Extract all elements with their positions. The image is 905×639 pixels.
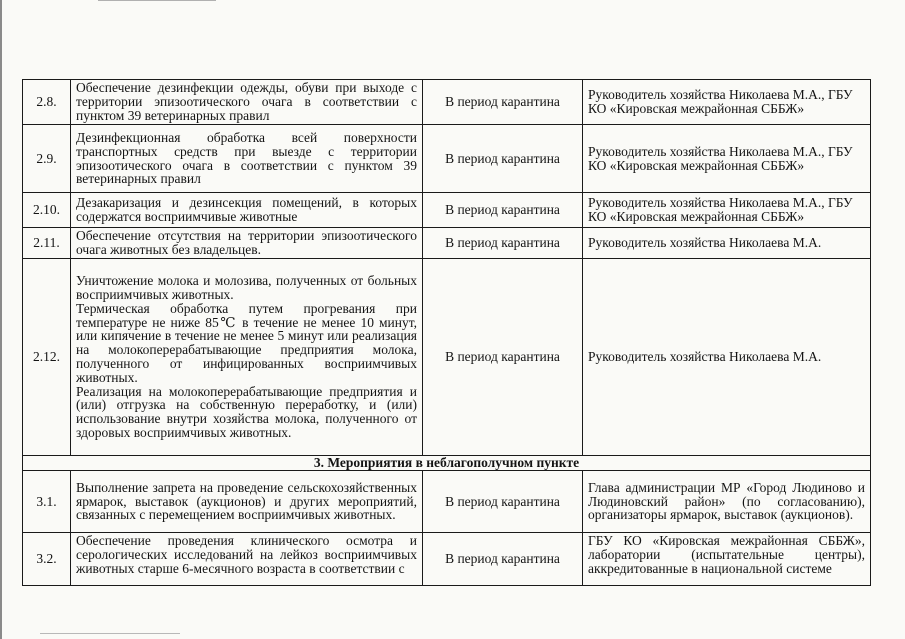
action-cell bbox=[71, 228, 423, 259]
action-text: Обеспечение отсутствия на территории эпизоотического очага животных без владельцев. bbox=[76, 228, 417, 257]
term-cell: В период карантина bbox=[423, 80, 583, 125]
responsible-text: ГБУ КО «Кировская межрайонная СББЖ», лаборатории (испытательные центры), аккредитованные в национальной системе bbox=[588, 534, 865, 576]
term-cell: В период карантина bbox=[423, 228, 583, 259]
responsible-cell: Руководитель хозяйства Николаева М.А., ГБУ КО «Кировская межрайонная СББЖ» bbox=[583, 125, 871, 193]
action-cell bbox=[71, 193, 423, 228]
responsible-cell: Руководитель хозяйства Николаева М.А., ГБУ КО «Кировская межрайонная СББЖ» bbox=[583, 80, 871, 125]
action-cell bbox=[71, 125, 423, 193]
action-text: Дезинфекционная обработка всей поверхности транспортных средств при выезде с территории эпизоотического очага в соответствии с пунктом 39 ветеринарных правил bbox=[76, 129, 417, 187]
responsible-cell: Руководитель хозяйства Николаева М.А., ГБУ КО «Кировская межрайонная СББЖ» bbox=[583, 193, 871, 228]
term-cell: В период карантина bbox=[423, 533, 583, 586]
action-text: Уничтожение молока и молозива, полученных от больных восприимчивых животных. bbox=[76, 273, 417, 303]
section-title: 3. Мероприятия в неблагополучном пункте bbox=[23, 456, 871, 471]
table-row bbox=[23, 193, 871, 228]
action-text: Реализация на молокоперерабатывающие предприятия и (или) отгрузка на собственную переработку, и (или) использование внутри хозяйства молока, полученного от здоровых восприимчивых животных. bbox=[76, 383, 417, 440]
section-header-row bbox=[23, 456, 871, 471]
row-number: 2.8. bbox=[23, 80, 71, 125]
action-text: Обеспечение проведения клинического осмотра и серологических исследований на лейкоз восприимчивых животных старше 6-месячного возраста в соответствии с bbox=[76, 534, 417, 576]
action-text: Выполнение запрета на проведение сельскохозяйственных ярмарок, выставок (аукционов) и других мероприятий, связанных с перемещением восприимчивых животных. bbox=[76, 479, 417, 523]
responsible-cell: Руководитель хозяйства Николаева М.А. bbox=[583, 228, 871, 259]
row-number: 2.12. bbox=[23, 259, 71, 456]
row-number: 3.1. bbox=[23, 471, 71, 533]
responsible-cell bbox=[583, 533, 871, 586]
action-cell bbox=[71, 80, 423, 125]
table-row bbox=[23, 471, 871, 533]
table-row bbox=[23, 259, 871, 456]
responsible-cell: Руководитель хозяйства Николаева М.А. bbox=[583, 259, 871, 456]
action-cell bbox=[71, 259, 423, 456]
action-cell bbox=[71, 471, 423, 533]
row-number: 2.9. bbox=[23, 125, 71, 193]
table-row bbox=[23, 228, 871, 259]
row-number: 2.10. bbox=[23, 193, 71, 228]
table-row bbox=[23, 125, 871, 193]
measures-table bbox=[22, 79, 871, 586]
action-text: Дезакаризация и дезинсекция помещений, в которых содержатся восприимчивые животные bbox=[76, 195, 417, 224]
term-cell: В период карантина bbox=[423, 259, 583, 456]
table-row bbox=[23, 533, 871, 586]
scan-mark bbox=[98, 0, 216, 1]
scan-edge bbox=[0, 0, 2, 639]
action-text: Обеспечение дезинфекции одежды, обуви при выходе с территории эпизоотического очага в соответствии с пунктом 39 ветеринарных правил bbox=[76, 80, 417, 123]
row-number: 2.11. bbox=[23, 228, 71, 259]
table-row bbox=[23, 80, 871, 125]
row-number: 3.2. bbox=[23, 533, 71, 586]
term-cell: В период карантина bbox=[423, 471, 583, 533]
action-cell bbox=[71, 533, 423, 586]
term-cell: В период карантина bbox=[423, 193, 583, 228]
responsible-cell: Глава администрации МР «Город Людиново и Людиновский район» (по согласованию), организаторы ярмарок, выставок (аукционов). bbox=[583, 471, 871, 533]
action-text: Термическая обработка путем прогревания при температуре не ниже 85℃ в течение не менее 10 минут, или кипячение в течение не менее 5 минут или реализация на молокоперерабатывающие предприятия молока, полученного от инфицированных восприимчивых животных. bbox=[76, 300, 417, 385]
term-cell: В период карантина bbox=[423, 125, 583, 193]
footnote-rule bbox=[40, 633, 180, 634]
